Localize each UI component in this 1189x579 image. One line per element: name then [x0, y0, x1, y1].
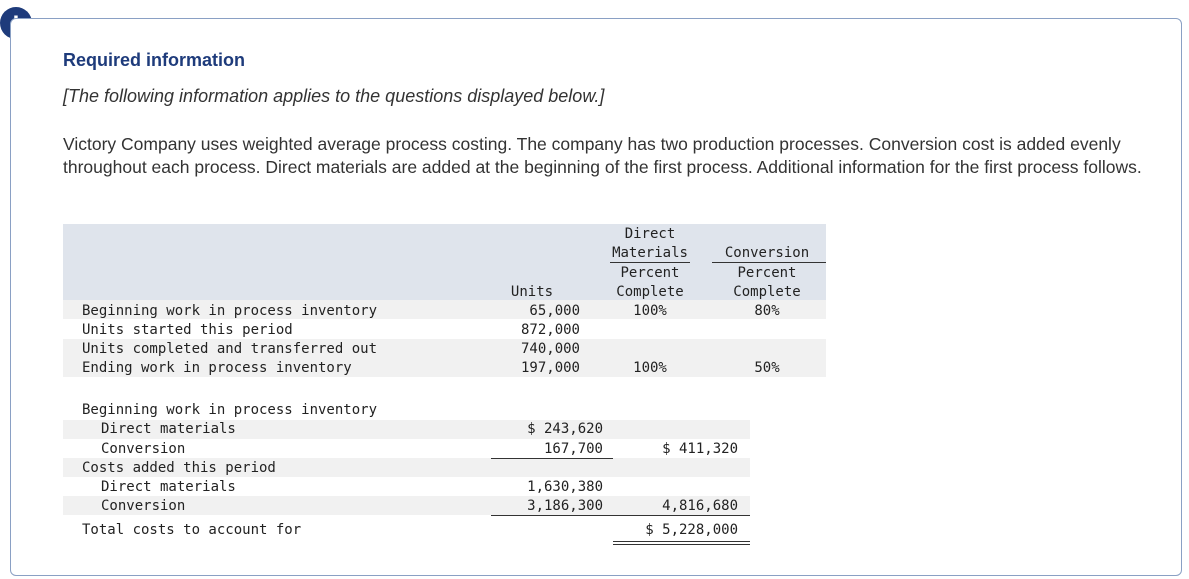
conv-header-line3: Complete: [733, 284, 801, 300]
total-rule-top: [613, 515, 750, 516]
beg-conv-label: Conversion: [101, 441, 186, 457]
conv-percent: 80%: [754, 303, 780, 319]
row-label: Units completed and transferred out: [82, 341, 378, 357]
beg-dm-label: Direct materials: [101, 421, 236, 437]
dm-header-line2: Materials: [612, 245, 688, 261]
beginning-wip-label: Beginning work in process inventory: [82, 402, 378, 418]
units-value: 740,000: [520, 341, 580, 357]
dm-percent: 100%: [633, 303, 667, 319]
total-costs-label: Total costs to account for: [82, 522, 302, 538]
units-value: 872,000: [520, 322, 580, 338]
total-double-rule-2: [613, 544, 750, 545]
intro-note: [The following information applies to the questions displayed below.]: [63, 86, 605, 106]
conv-header-line1: Conversion: [724, 245, 810, 261]
required-info-title: Required information: [63, 50, 246, 70]
add-subtotal-rule: [491, 515, 613, 516]
beg-subtotal-rule: [491, 458, 613, 459]
dm-header-rule: [610, 262, 690, 263]
dm-header-line1: Direct: [624, 226, 676, 242]
row-label: Beginning work in process inventory: [82, 303, 378, 319]
add-dm-label: Direct materials: [101, 479, 236, 495]
add-conv-label: Conversion: [101, 498, 186, 514]
add-total-value: 4,816,680: [662, 498, 738, 514]
beg-total-value: $ 411,320: [662, 441, 738, 457]
row-label: Units started this period: [82, 322, 293, 338]
total-double-rule-1: [613, 541, 750, 542]
conv-header-rule: [712, 262, 826, 263]
units-value: 197,000: [520, 360, 580, 376]
dm-header-line4: Complete: [616, 284, 684, 300]
conv-percent: 50%: [754, 360, 780, 376]
row-label: Ending work in process inventory: [82, 360, 352, 376]
description-paragraph: Victory Company uses weighted average process costing. The company has two production processes. Conversion cost is added evenly throughout each process. Direct materials are added at the beginning of the first process. Additional information for the first process follows.: [63, 134, 1142, 177]
add-dm-value: 1,630,380: [527, 479, 603, 495]
costs-added-label: Costs added this period: [82, 460, 276, 476]
beg-conv-value: 167,700: [543, 441, 603, 457]
units-value: 65,000: [529, 303, 580, 319]
conv-header-line2: Percent: [737, 265, 797, 281]
units-header: Units: [510, 284, 554, 300]
dm-percent: 100%: [633, 360, 667, 376]
total-costs-value: $ 5,228,000: [645, 522, 738, 538]
add-conv-value: 3,186,300: [527, 498, 603, 514]
beg-dm-value: $ 243,620: [527, 421, 603, 437]
dm-header-line3: Percent: [620, 265, 680, 281]
